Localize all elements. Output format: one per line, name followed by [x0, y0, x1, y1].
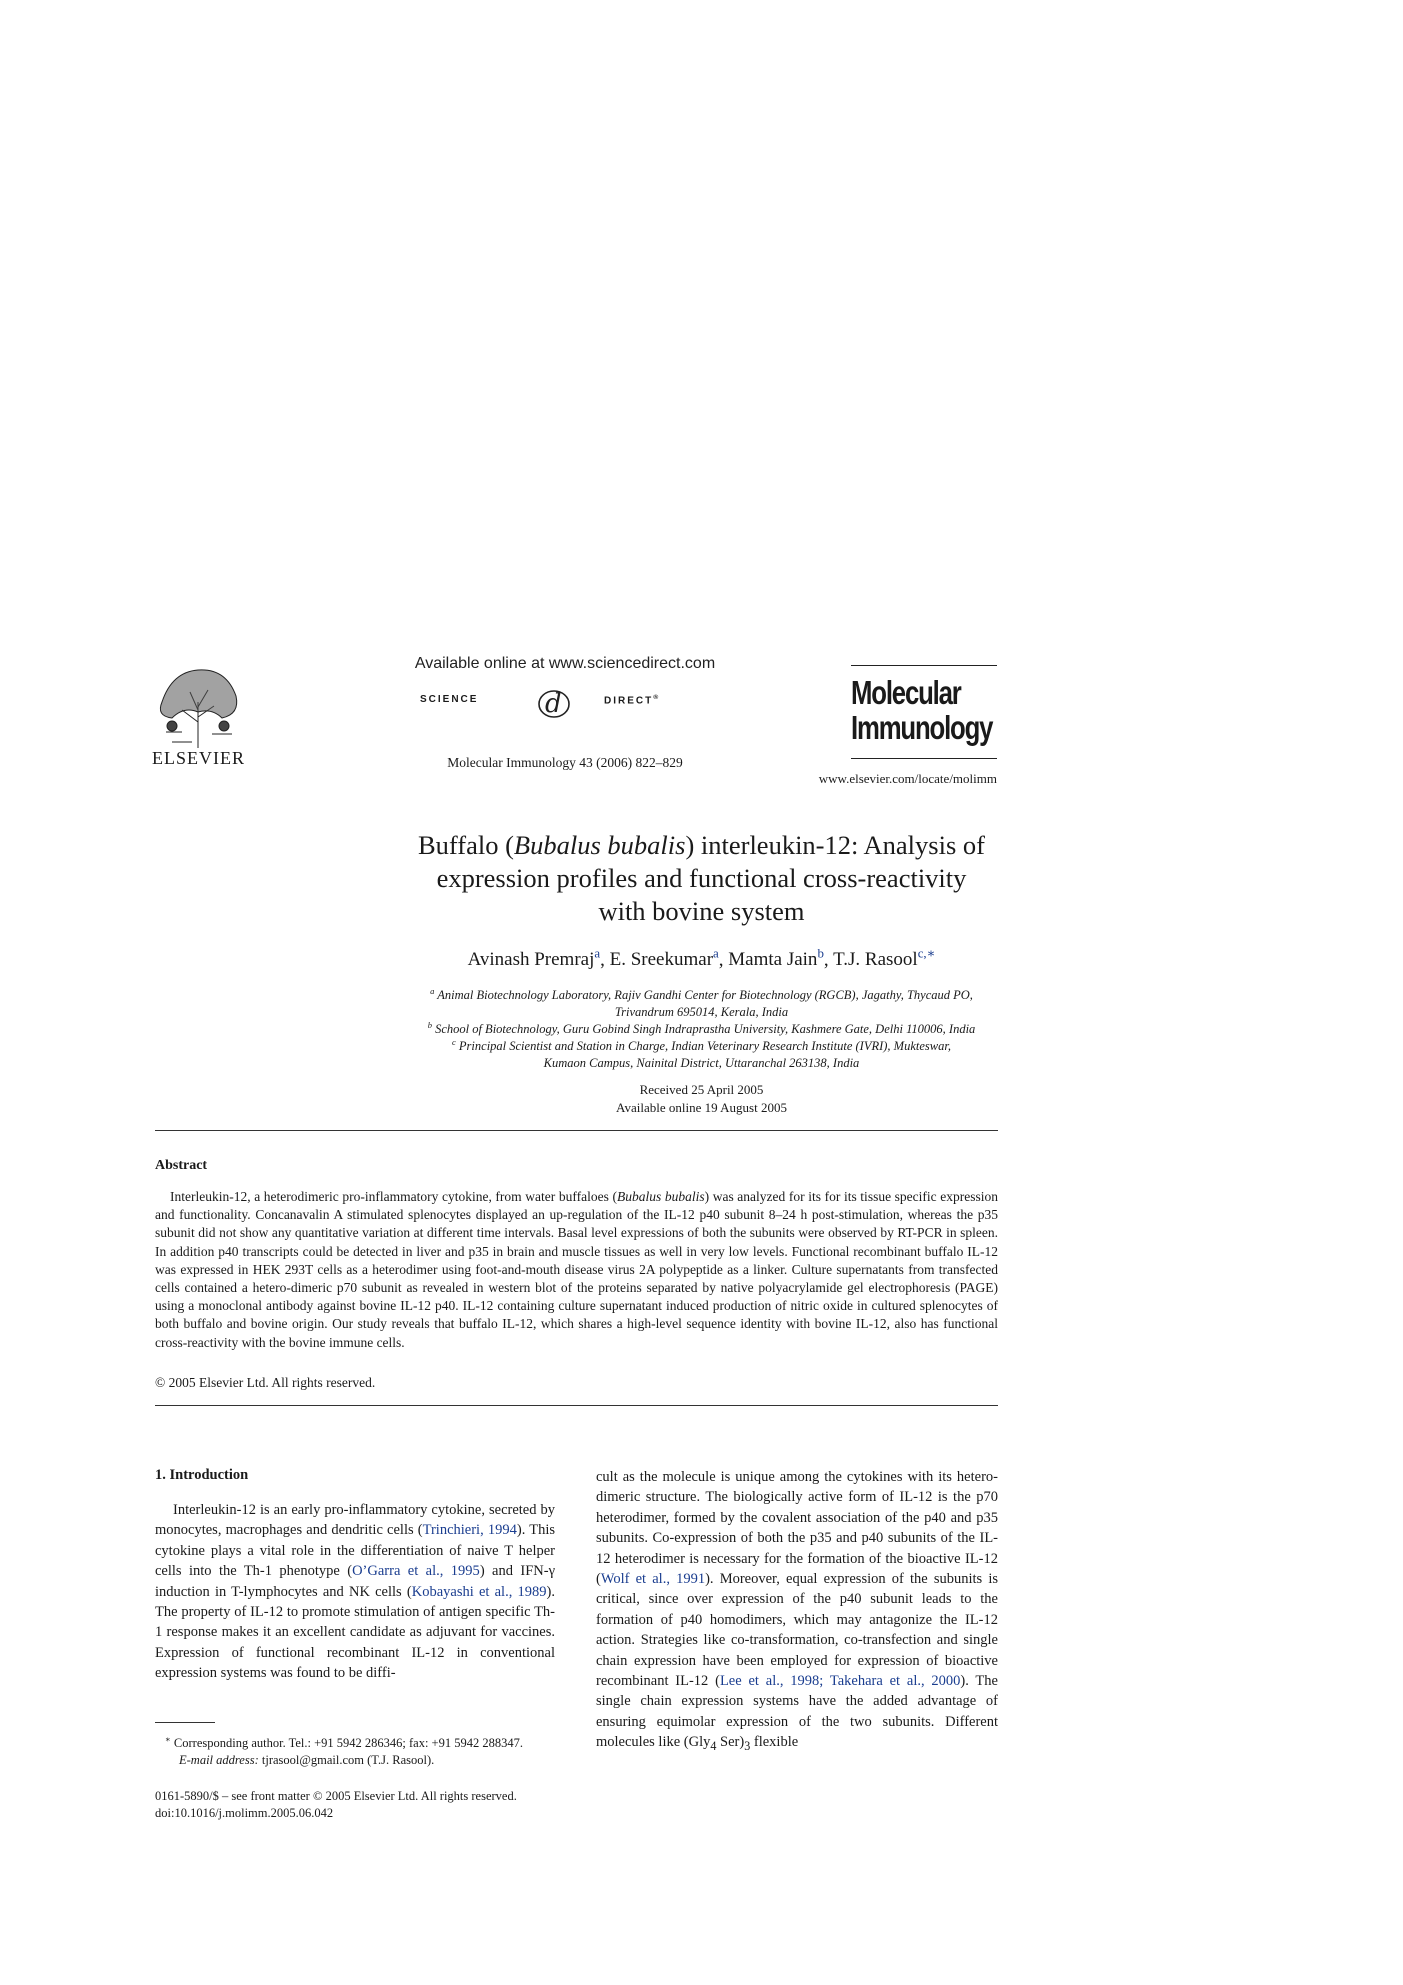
author[interactable]: Avinash Premraj$^a$ [467, 946, 601, 971]
footnote-rule [155, 1722, 215, 1723]
journal-title-rule-bottom [851, 758, 997, 759]
doi-line[interactable]: doi:10.1016/j.molimm.2005.06.042 [155, 1806, 334, 1820]
body-text: flexible [750, 1734, 799, 1751]
journal-title [851, 674, 993, 746]
affiliation-a: $^a$ Animal Biotechnology Laboratory, Rajiv Gandhi Center for Biotechnology (RGCB), Jagathy, Thycaud PO, Trivandrum 695014, Kerala, India [430, 986, 973, 1020]
subscript: 4 [710, 1739, 717, 1754]
author[interactable]: Mamta Jain$^b$ [728, 946, 824, 971]
sciencedirect-d-icon [532, 682, 576, 720]
body-text: ) and IFN-γ induction in T-lymphocytes and NK cells ( [155, 1563, 556, 1600]
sciencedirect-left-word: SCIENCE [420, 694, 479, 705]
title-line-3: with bovine system [598, 896, 805, 926]
journal-title-line1: Molecular [851, 674, 961, 711]
article-title [200, 829, 1203, 928]
available-online-text[interactable]: Available online at www.sciencedirect.com [414, 655, 716, 672]
citation-link[interactable]: Trinchieri, 1994 [422, 1522, 517, 1539]
citation-link[interactable]: Lee et al., 1998; Takehara et al., 2000 [719, 1673, 961, 1690]
intro-column-left [155, 1500, 555, 1684]
title-line-2: expression profiles and functional cross-reactivity [436, 863, 967, 893]
sciencedirect-right-word: DIRECT® [604, 694, 661, 707]
intro-column-right [596, 1467, 998, 1757]
publisher-logo-label: ELSEVIER [152, 748, 245, 768]
body-text: ). The property of IL-12 to promote stimulation of antigen specific Th-1 response makes it an excellent candidate as adjuvant for vaccines. Expression of functional recombinant IL-12 in conventional expression systems was found to be diffi- [155, 1583, 555, 1682]
available-date: Available online 19 August 2005 [616, 1100, 787, 1115]
affiliation-b: $^b$ School of Biotechnology, Guru Gobind Singh Indraprastha University, Kashmere Gate, Delhi 110006, India [427, 1020, 976, 1037]
title-line-1: Buffalo (Bubalus bubalis) interleukin-12: Analysis of [417, 830, 985, 860]
author-list: Avinash Premraj$^a$, E. Sreekumar$^a$, Mamta Jain$^b$, T.J. Rasool$^{c,∗}$ [467, 946, 936, 971]
received-date: Received 25 April 2005 [639, 1082, 764, 1097]
elsevier-tree-logo-icon [152, 662, 244, 748]
issn-block [155, 1788, 575, 1822]
journal-reference: Molecular Immunology 43 (2006) 822–829 [447, 755, 683, 770]
body-text: Ser) [716, 1734, 745, 1751]
body-text: cult as the molecule is unique among the cytokines with its hetero-dimeric structure. The biologically active form of IL-12 is the p70 heterodimer, formed by the covalent association of the p40 and p35 subunits. Co-expression of both the p35 and p40 subunits of the IL-12 heterodimer is necessary for the formation of the bioactive IL-12 ( [596, 1469, 998, 1588]
author[interactable]: T.J. Rasool$^{c,∗}$ [833, 946, 936, 971]
divider-bottom [155, 1405, 998, 1406]
body-text: ). This cytokine plays a vital role in the differentiation of naive T helper cells into the Th-1 phenotype ( [155, 1522, 555, 1580]
body-text: Interleukin-12 is an early pro-inflammatory cytokine, secreted by monocytes, macrophages and dendritic cells ( [155, 1502, 555, 1539]
journal-title-rule-top [851, 665, 997, 666]
body-text: ). The single chain expression systems have the added advantage of ensuring equimolar expression of the two subunits. Different molecules like (Gly [596, 1673, 998, 1751]
affiliation-c: $^c$ Principal Scientist and Station in Charge, Indian Veterinary Research Institute (IVRI), Mukteswar, Kumaon Campus, Nainital District, Uttaranchal 263138, India [452, 1037, 951, 1071]
abstract-copyright: © 2005 Elsevier Ltd. All rights reserved. [155, 1375, 376, 1390]
issn-line: 0161-5890/$ – see front matter © 2005 Elsevier Ltd. All rights reserved. [155, 1789, 517, 1803]
citation-link[interactable]: Kobayashi et al., 1989 [411, 1583, 547, 1600]
journal-title-line2: Immunology [851, 709, 993, 746]
citation-link[interactable]: Wolf et al., 1991 [600, 1571, 706, 1588]
subscript: 3 [744, 1739, 751, 1754]
abstract-body: Interleukin-12, a heterodimeric pro-inflammatory cytokine, from water buffaloes (Bubalus bubalis) was analyzed for its for its tissue specific expression and functionality. Concanavalin A stimulated splenocytes displayed an up-regulation of the IL-12 p40 subunit 8–24 h post-stimulation, whereas the p35 subunit did not show any quantitative variation at different time intervals. Basal level expressions of both the subunits were observed by RT-PCR in spleen. In addition p40 transcripts could be detected in liver and p35 in brain and muscle tissues as well in very low levels. Functional recombinant buffalo IL-12 was expressed in HEK 293T cells as a heterodimer using foot-and-mouth disease virus 2A polypeptide as a linker. Culture supernatants from transfected cells contained a hetero-dimeric p70 subunit as revealed in western blot of the proteins separated by native polyacrylamide gel electrophoresis (PAGE) using a monoclonal antibody against bovine IL-12 p40. IL-12 containing culture supernatant induced production of nitric oxide in cultured splenocytes of both buffalo and bovine origin. Our study reveals that buffalo IL-12, which shares a high-level sequence identity with bovine IL-12, also has functional cross-reactivity with the bovine immune cells. [155, 1189, 998, 1350]
abstract-heading: Abstract [155, 1158, 208, 1173]
email-address[interactable]: tjrasool@gmail.com (T.J. Rasool). [258, 1753, 435, 1768]
sciencedirect-logo [420, 682, 710, 720]
citation-link[interactable]: O’Garra et al., 1995 [352, 1563, 480, 1580]
author[interactable]: E. Sreekumar$^a$ [609, 946, 719, 971]
footnote: ∗ Corresponding author. Tel.: +91 5942 286346; fax: +91 5942 288347. E-mail address: tjrasool@gmail.com (T.J. Rasool). [165, 1734, 523, 1768]
article-dates [200, 1081, 1203, 1117]
body-text: ). Moreover, equal expression of the subunits is critical, since over expression of the p40 subunit leads to the formation of p40 homodimers, which may antagonize the IL-12 action. Strategies like co-transformation, co-transfection and single chain expression have been employed for expression of bioactive recombinant IL-12 ( [596, 1571, 998, 1690]
section-heading-introduction: 1. Introduction [155, 1467, 249, 1483]
divider-top [155, 1130, 998, 1131]
journal-url[interactable]: www.elsevier.com/locate/molimm [818, 771, 997, 786]
svg-text:d: d [545, 689, 562, 719]
